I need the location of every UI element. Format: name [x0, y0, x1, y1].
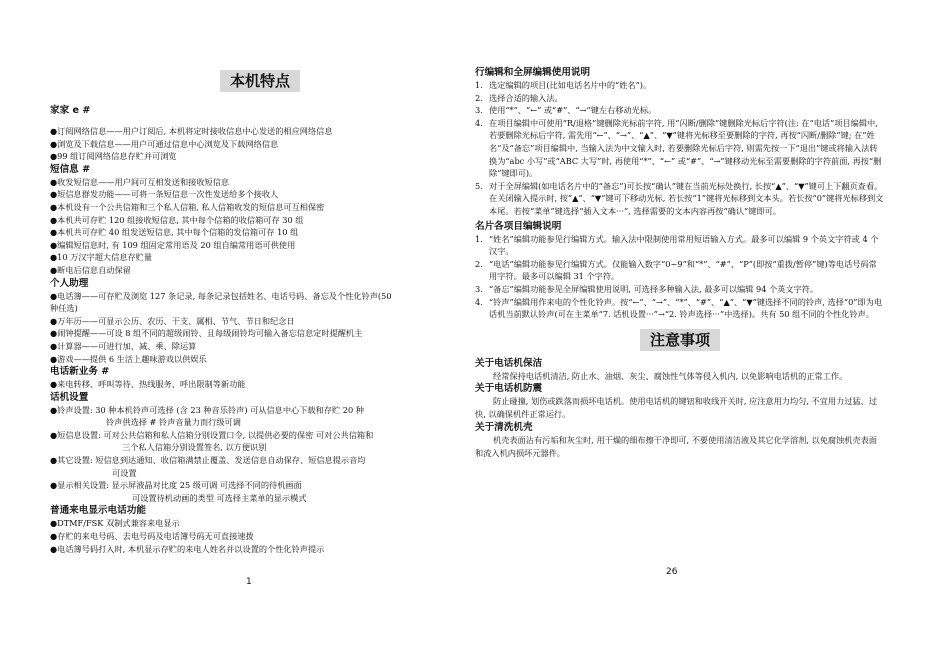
- features-title: 本机特点: [220, 70, 300, 92]
- right-page: [475, 66, 885, 460]
- list-item: 种任选): [50, 303, 78, 314]
- item-text: 选定编辑的项目(比如电话名片中的“姓名”)。: [489, 80, 652, 90]
- list-item: [475, 79, 885, 92]
- care-heading: 关于电话机保洁: [475, 357, 543, 369]
- list-item: ●计算器——可进行加、减、乘、除运算: [50, 340, 197, 351]
- list-item: [475, 180, 885, 218]
- list-item: [475, 258, 885, 283]
- line-edit-heading: 行编辑和全屏编辑使用说明: [475, 67, 591, 78]
- item-text: “备忘”编辑功能参见全屏编辑使用说明, 可选择多种输入法, 最多可以编辑 94 个英文字符。: [489, 283, 819, 294]
- list-item: [475, 117, 885, 180]
- list-item: ●显示相关设置: 显示屏液晶对比度 25 级可调 可选择不同的待机画面: [50, 480, 302, 491]
- list-item: ●短信息群发功能——可将一条短信息一次性发送给多个接收人: [50, 189, 279, 200]
- list-item: ●电话簿——可存贮及浏览 127 条记录, 每条记录包括姓名、电话号码、备忘及个性化铃声(50: [50, 290, 392, 301]
- item-text: “铃声”编辑用作来电的个性化铃声。按“←”、“→”、“*”、“#”、“▲”、“▼”键选择不同的铃声, 选择“0”即为电话机当前默认铃声(可在主菜单“7. 话机设置···”→“2. 铃声选择···”中选择)。共有 50 组不同的个性化铃声。: [489, 296, 883, 320]
- family-list: [50, 125, 470, 163]
- sms-heading: 短信息 #: [50, 163, 91, 175]
- list-item: ●电话簿号码打入时, 本机显示存贮的来电人姓名并以设置的个性化铃声提示: [50, 543, 325, 554]
- list-item: 三个私人信箱分别设置签名, 以方便识别: [122, 442, 267, 453]
- list-item: [475, 104, 885, 117]
- new-service-list: [50, 378, 470, 391]
- list-item: ●万年历——可显示公历、农历、干支、属相、节气、节日和纪念日: [50, 315, 295, 326]
- list-item: ●游戏——提供 6 生活上趣味游戏以供娱乐: [50, 353, 207, 364]
- caller-id-heading: 普通来电显示电话功能: [50, 505, 146, 517]
- clean-heading: 关于清洗机壳: [475, 422, 533, 434]
- list-item: ●99 组订阅网络信息存贮并可浏览: [50, 151, 177, 162]
- assistant-list: [50, 290, 470, 366]
- line-edit-list: [475, 79, 885, 218]
- list-item: ●订阅网络信息——用户订阅后, 本机将定时接收信息中心发送的相应网络信息: [50, 126, 333, 136]
- right-page-number: 26: [666, 567, 678, 577]
- name-edit-list: [475, 233, 885, 321]
- list-item: ●收发短信息——用户间可互相发送和接收短信息: [50, 176, 230, 187]
- list-item: ●10 万汉字超大信息存贮量: [50, 252, 153, 263]
- item-number: 4.: [475, 296, 483, 307]
- item-number: 1.: [475, 233, 483, 244]
- list-item: 可设置待机动画的类型 可选择主菜单的显示模式: [132, 492, 307, 503]
- notice-title: 注意事项: [640, 329, 720, 351]
- clean-text: 机壳表面沾有污垢和灰尘时, 用干燥的细布擦干净即可, 不要使用清洁液及其它化学溶剂, 以免腐蚀机壳表面和流入机内损坏元器件。: [475, 435, 878, 458]
- care-text: 经常保持电话机清洁, 防止水、油烟、灰尘、腐蚀性气体等侵入机内, 以免影响电话机的正常工作。: [493, 370, 848, 381]
- list-item: 铃声供选择 # 铃声音量力而行级可调: [106, 417, 241, 428]
- new-service-heading: 电话新业务 #: [50, 366, 110, 378]
- list-item: ●DTMF/FSK 双制式兼容来电显示: [50, 518, 180, 529]
- list-item: ●断电后信息自动保留: [50, 264, 131, 275]
- assistant-heading: 个人助理: [50, 277, 89, 289]
- list-item: ●浏览及下载信息——用户可通过信息中心浏览及下载网络信息: [50, 138, 279, 149]
- caller-id-list: [50, 517, 470, 555]
- item-text: 对于全屏编辑(如电话名片中的“备忘”)可长按“确认”键在当前光标处换行, 长按“▲”、“▼”键可上下翻页查看。在关闭输入提示时, 按“▲”、“▼”键可下移动光标, 若长按“1”键将光标移到文本头。若长按“0”键将光标移到文本尾。若按“菜单”键选择“插入文本···”, 选择需要的文本内容再按“确认”键即可。: [489, 180, 884, 216]
- item-number: 3.: [475, 105, 483, 116]
- item-number: 2.: [475, 92, 483, 103]
- list-item: ●铃声设置: 30 种本机铃声可选择 (含 23 种音乐铃声) 可从信息中心下载和存贮 20 种: [50, 404, 364, 415]
- settings-list: [50, 404, 470, 505]
- list-item: [475, 233, 885, 258]
- list-item: [475, 283, 885, 296]
- left-page-number: 1: [246, 577, 252, 587]
- item-text: 使用“*”、“←” 或“#”、“→”键左右移动光标。: [489, 105, 657, 116]
- item-number: 1.: [475, 80, 483, 90]
- list-item: ●本机设有一个公共信箱和三个私人信箱, 私人信箱收发的短信息可互相保密: [50, 201, 325, 212]
- name-edit-heading: 名片各项目编辑说明: [475, 220, 562, 232]
- item-number: 2.: [475, 258, 483, 269]
- list-item: ●本机共可存贮 40 组发送短信息, 其中每个信箱的发信箱可存 10 组: [50, 227, 299, 238]
- family-heading: 家家 e #: [50, 105, 91, 116]
- list-item: ●其它设置: 短信息到达通知、收信箱满禁止覆盖、发送信息自动保存、短信息提示音均: [50, 455, 366, 466]
- list-item: 可设置: [112, 467, 137, 478]
- item-text: “电话”编辑功能参见行编辑方式。仅能输入数字“0~9”和“*”、“#”、“P”(即按“重拨/暂停”键)等电话号码常用字符。最多可以编辑 31 个字符。: [489, 258, 877, 282]
- shock-heading: 关于电话机防震: [475, 383, 543, 395]
- list-item: ●编辑短信息时, 有 109 组固定常用语及 20 组自编常用语可供使用: [50, 239, 296, 250]
- list-item: [475, 92, 885, 105]
- list-item: ●短信息设置: 可对公共信箱和私人信箱分别设置口令, 以提供必要的保密 可对公共信箱和: [50, 429, 374, 440]
- item-number: 3.: [475, 283, 483, 294]
- list-item: ●存贮的来电号码、去电号码及电话簿号码无可直接速拨: [50, 531, 254, 542]
- shock-text: 防止碰撞, 划伤或跌落而损坏电话机。使用电话机的键钮和收线开关时, 应注意用力均匀, 不宜用力过猛、过快, 以确保机件正常运行。: [475, 396, 878, 420]
- list-item: ●闹钟提醒——可设 8 组不同的超级闹铃、且每级闹铃均可输入备忘信息定时提醒机主: [50, 328, 363, 339]
- list-item: ●本机共可存贮 120 组接收短信息, 其中每个信箱的收信箱可存 30 组: [50, 214, 304, 225]
- item-text: 在项目编辑中可使用“R/退格”键删除光标前字符, 用“闪断/删除”键删除光标后字符(注: 在“电话”项目编辑中, 若要删除光标后字符, 需先用“←”、“→”、“▲”、“▼”键将光标移至要删除的字符, 再按“闪断/删除”键; 在“姓名”及“备忘”项目编辑中, 当输入法为中文输入时, 若要删除光标后字符, 则需先按一下“退出”键或将输入法转换为“abc 小写”或“ABC 大写”时, 再使用“*”、“←” 或“#”、“→”键移动光标至需要删除的字符前面, 再按“删除”键即可)。: [489, 117, 882, 179]
- sms-list: [50, 176, 470, 277]
- list-item: ●来电转移、呼叫等待、热线服务、呼出限制等新功能: [50, 379, 246, 390]
- list-item: [475, 296, 885, 321]
- item-number: 4.: [475, 117, 483, 128]
- settings-heading: 话机设置: [50, 391, 89, 403]
- left-page: [50, 70, 470, 555]
- item-text: “姓名”编辑功能参见行编辑方式。输入法中限制使用常用短语输入方式。最多可以编辑 9 个英文字符或 4 个汉字。: [489, 233, 879, 257]
- item-text: 选择合适的输入法。: [489, 92, 563, 103]
- item-number: 5.: [475, 180, 483, 191]
